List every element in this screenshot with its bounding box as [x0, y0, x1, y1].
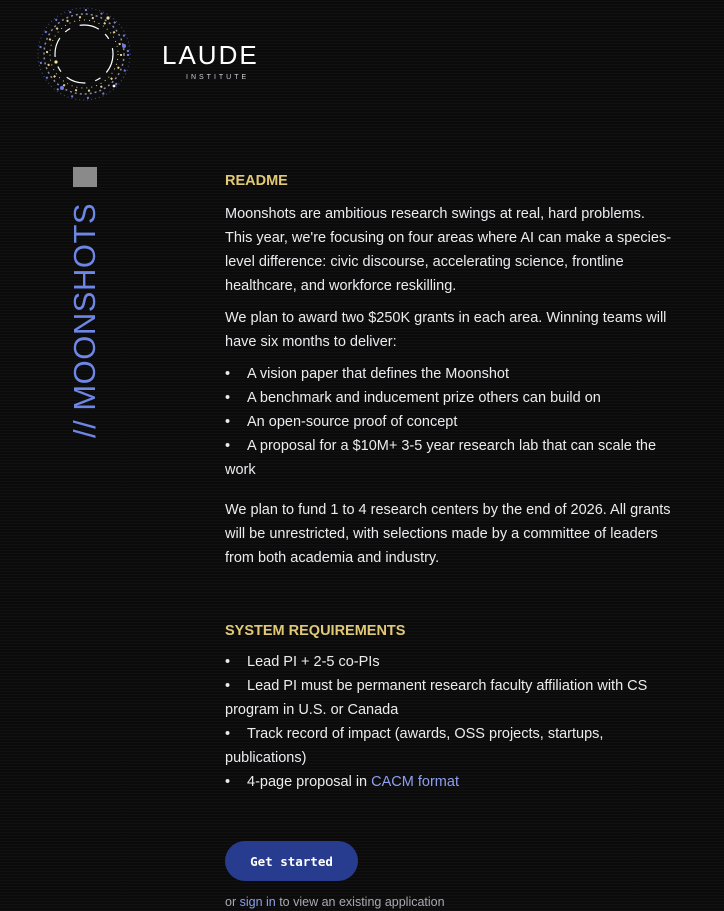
title-decoration-block	[73, 167, 97, 187]
list-item: • Lead PI must be permanent research faculty affiliation with CS program in U.S. or Canada	[225, 674, 673, 722]
brand-name: LAUDE	[162, 40, 259, 70]
brand-subtitle: INSTITUTE	[186, 74, 250, 81]
list-item: • A vision paper that defines the Moonshot	[225, 362, 673, 386]
page-title-text: // MOONSHOTS	[67, 202, 102, 438]
bullet-dot-icon: •	[225, 678, 231, 694]
bullet-dot-icon: •	[225, 774, 231, 790]
requirements-list	[225, 650, 673, 794]
page-title	[67, 167, 103, 438]
deliverables-list	[225, 362, 673, 482]
readme-intro: Moonshots are ambitious research swings at real, hard problems. This year, we're focusing on four areas where AI can make a species-level difference: civic discourse, accelerating science, frontline healthcare, and workforce reskilling.	[225, 206, 672, 294]
bullet-dot-icon: •	[225, 390, 231, 406]
requirements-heading: SYSTEM REQUIREMENTS	[225, 623, 406, 639]
list-item: • 4-page proposal in CACM format	[225, 770, 673, 794]
sign-in-text: or sign in to view an existing application	[225, 895, 445, 909]
orbital-dots-logo-icon	[30, 2, 138, 110]
bullet-dot-icon: •	[225, 366, 231, 382]
sign-in-link[interactable]: sign in	[239, 895, 276, 909]
readme-funding: We plan to fund 1 to 4 research centers by the end of 2026. All grants will be unrestricted, with selections made by a committee of leaders from both academia and industry.	[225, 502, 671, 566]
readme-grants: We plan to award two $250K grants in each area. Winning teams will have six months to deliver:	[225, 310, 667, 350]
brand-logo[interactable]	[30, 2, 138, 110]
get-started-button[interactable]: Get started	[225, 841, 358, 881]
bullet-dot-icon: •	[225, 438, 231, 454]
bullet-dot-icon: •	[225, 726, 231, 742]
main-content	[225, 170, 673, 794]
cacm-format-link[interactable]: CACM format	[371, 774, 459, 790]
list-item: • Lead PI + 2-5 co-PIs	[225, 650, 673, 674]
readme-heading: README	[225, 173, 288, 189]
list-item: • A proposal for a $10M+ 3-5 year research lab that can scale the work	[225, 434, 673, 482]
bullet-dot-icon: •	[225, 414, 231, 430]
list-item: • Track record of impact (awards, OSS projects, startups, publications)	[225, 722, 673, 770]
list-item: • An open-source proof of concept	[225, 410, 673, 434]
list-item: • A benchmark and inducement prize others can build on	[225, 386, 673, 410]
bullet-dot-icon: •	[225, 654, 231, 670]
